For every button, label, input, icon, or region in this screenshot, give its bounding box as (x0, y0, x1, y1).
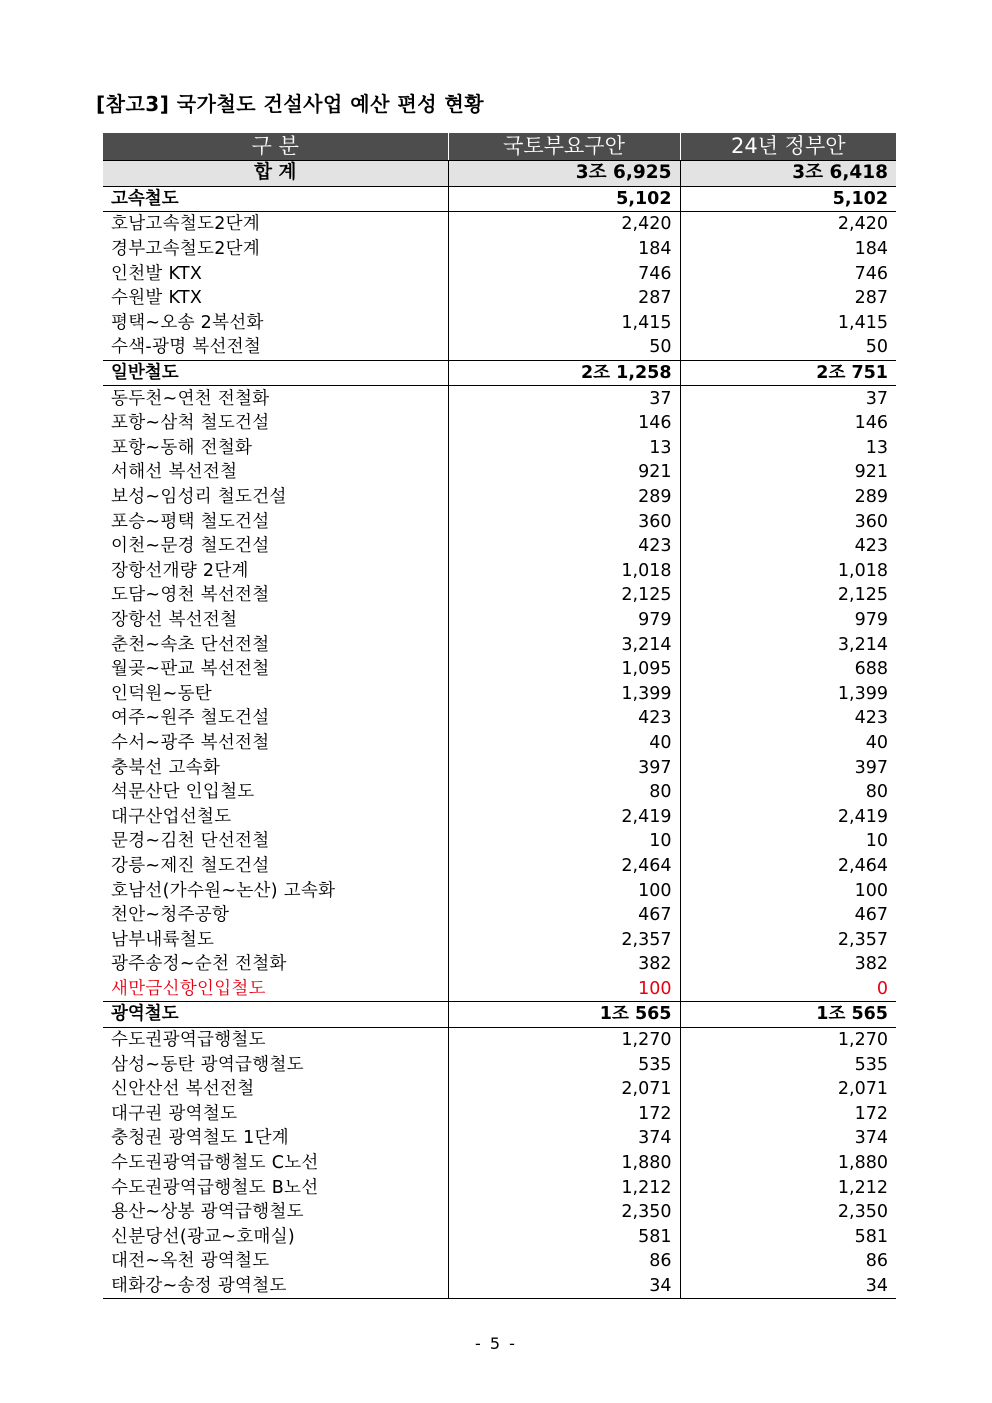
table-row (103, 755, 896, 780)
request-value: 100 (448, 977, 680, 1002)
project-name: 장항선 복선전철 (111, 609, 238, 630)
group-government-value: 1조 565 (680, 1002, 896, 1028)
request-value: 423 (448, 706, 680, 731)
request-value: 921 (448, 460, 680, 485)
request-value: 581 (448, 1225, 680, 1250)
request-value: 1,270 (448, 1027, 680, 1052)
government-value: 1,880 (680, 1151, 896, 1176)
government-value: 40 (680, 731, 896, 756)
project-name: 포항~동해 전철화 (111, 437, 253, 458)
government-value: 1,415 (680, 311, 896, 336)
request-value: 746 (448, 261, 680, 286)
request-value: 40 (448, 731, 680, 756)
project-name: 수서~광주 복선전철 (111, 732, 270, 753)
project-name: 삼성~동탄 광역급행철도 (111, 1054, 304, 1075)
project-name: 신안산선 복선전철 (111, 1079, 255, 1100)
project-name: 충청권 광역철도 1단계 (111, 1128, 290, 1149)
group-row (103, 186, 896, 212)
table-row (103, 977, 896, 1002)
request-value: 34 (448, 1274, 680, 1299)
government-value: 2,357 (680, 927, 896, 952)
table-row (103, 335, 896, 360)
table-row (103, 1225, 896, 1250)
request-value: 100 (448, 878, 680, 903)
total-government-value: 3조 6,418 (680, 161, 896, 187)
project-name: 신분당선(광교~호매실) (111, 1226, 296, 1247)
request-value: 1,880 (448, 1151, 680, 1176)
table-row (103, 261, 896, 286)
government-value: 979 (680, 608, 896, 633)
project-name: 보성~임성리 철도건설 (111, 487, 287, 508)
project-name: 대구권 광역철도 (111, 1103, 238, 1124)
table-row (103, 1175, 896, 1200)
government-value: 2,071 (680, 1077, 896, 1102)
total-request-value: 3조 6,925 (448, 161, 680, 187)
request-value: 146 (448, 411, 680, 436)
government-value: 921 (680, 460, 896, 485)
project-name: 춘천~속초 단선전철 (111, 634, 270, 655)
government-value: 50 (680, 335, 896, 360)
table-row (103, 286, 896, 311)
table-row (103, 237, 896, 262)
project-name: 대구산업선철도 (111, 806, 232, 827)
request-value: 423 (448, 534, 680, 559)
project-name: 서해선 복선전철 (111, 462, 238, 483)
government-value: 172 (680, 1102, 896, 1127)
project-name: 수색-광명 복선전철 (111, 337, 262, 358)
request-value: 172 (448, 1102, 680, 1127)
request-value: 2,350 (448, 1200, 680, 1225)
government-value: 581 (680, 1225, 896, 1250)
project-name: 석문산단 인입철도 (111, 782, 255, 803)
government-value: 0 (680, 977, 896, 1002)
project-name: 새만금신항인입철도 (111, 978, 266, 999)
request-value: 374 (448, 1126, 680, 1151)
government-value: 423 (680, 534, 896, 559)
request-value: 80 (448, 780, 680, 805)
project-name: 문경~김천 단선전철 (111, 831, 270, 852)
government-value: 1,212 (680, 1175, 896, 1200)
request-value: 1,212 (448, 1175, 680, 1200)
project-name: 수도권광역급행철도 (111, 1030, 266, 1051)
request-value: 2,420 (448, 212, 680, 237)
group-government-value: 2조 751 (680, 360, 896, 386)
government-value: 146 (680, 411, 896, 436)
request-value: 397 (448, 755, 680, 780)
government-value: 3,214 (680, 632, 896, 657)
government-value: 382 (680, 952, 896, 977)
government-value: 100 (680, 878, 896, 903)
request-value: 2,125 (448, 583, 680, 608)
request-value: 86 (448, 1249, 680, 1274)
government-value: 535 (680, 1052, 896, 1077)
project-name: 동두천~연천 전철화 (111, 388, 270, 409)
table-row (103, 411, 896, 436)
table-row (103, 878, 896, 903)
group-name: 일반철도 (103, 360, 448, 386)
table-header (103, 133, 896, 186)
request-value: 535 (448, 1052, 680, 1077)
government-value: 746 (680, 261, 896, 286)
table-row (103, 386, 896, 411)
government-value: 80 (680, 780, 896, 805)
request-value: 2,419 (448, 804, 680, 829)
group-row (103, 1002, 896, 1028)
table-row (103, 731, 896, 756)
project-name: 호남고속철도2단계 (111, 214, 261, 235)
government-value: 2,420 (680, 212, 896, 237)
group-request-value: 1조 565 (448, 1002, 680, 1028)
table-row (103, 804, 896, 829)
project-name: 인천발 KTX (111, 263, 203, 284)
group-name: 고속철도 (103, 186, 448, 212)
table-row (103, 1274, 896, 1299)
project-name: 천안~청주공항 (111, 905, 230, 926)
project-name: 도담~영천 복선전철 (111, 585, 270, 606)
table-row (103, 559, 896, 584)
table-row (103, 608, 896, 633)
government-value: 2,350 (680, 1200, 896, 1225)
government-value: 289 (680, 485, 896, 510)
government-value: 467 (680, 903, 896, 928)
project-name: 포항~삼척 철도건설 (111, 413, 270, 434)
request-value: 979 (448, 608, 680, 633)
request-value: 3,214 (448, 632, 680, 657)
government-value: 360 (680, 509, 896, 534)
request-value: 1,415 (448, 311, 680, 336)
table-row (103, 436, 896, 461)
table-row (103, 1249, 896, 1274)
table-row (103, 534, 896, 559)
project-name: 남부내륙철도 (111, 929, 215, 950)
total-row (103, 161, 896, 187)
government-value: 1,018 (680, 559, 896, 584)
project-name: 충북선 고속화 (111, 757, 221, 778)
project-name: 호남선(가수원~논산) 고속화 (111, 880, 336, 901)
header-row (103, 133, 896, 161)
group-row (103, 360, 896, 386)
group-government-value: 5,102 (680, 186, 896, 212)
request-value: 1,095 (448, 657, 680, 682)
request-value: 467 (448, 903, 680, 928)
table-row (103, 509, 896, 534)
header-ministry-request: 국토부요구안 (448, 133, 680, 161)
request-value: 37 (448, 386, 680, 411)
table-row (103, 1200, 896, 1225)
table-row (103, 1027, 896, 1052)
project-name: 경부고속철도2단계 (111, 239, 261, 260)
group-section (103, 1002, 896, 1299)
table-row (103, 1052, 896, 1077)
table-row (103, 212, 896, 237)
project-name: 대전~옥천 광역철도 (111, 1251, 270, 1272)
total-label: 합 계 (103, 161, 448, 187)
page-number: - 5 - (475, 1334, 517, 1353)
table-row (103, 1077, 896, 1102)
request-value: 184 (448, 237, 680, 262)
project-name: 수도권광역급행철도 C노선 (111, 1153, 319, 1174)
table-row (103, 952, 896, 977)
request-value: 10 (448, 829, 680, 854)
group-request-value: 5,102 (448, 186, 680, 212)
project-name: 장항선개량 2단계 (111, 560, 249, 581)
project-name: 여주~원주 철도건설 (111, 708, 270, 729)
request-value: 360 (448, 509, 680, 534)
table-row (103, 657, 896, 682)
table-row (103, 854, 896, 879)
table-row (103, 780, 896, 805)
government-value: 184 (680, 237, 896, 262)
project-name: 이천~문경 철도건설 (111, 536, 270, 557)
group-section (103, 186, 896, 360)
table-row (103, 460, 896, 485)
project-name: 월곶~판교 복선전철 (111, 659, 270, 680)
government-value: 2,464 (680, 854, 896, 879)
request-value: 2,071 (448, 1077, 680, 1102)
header-category: 구 분 (103, 133, 448, 161)
government-value: 1,270 (680, 1027, 896, 1052)
budget-table (103, 133, 896, 1299)
government-value: 397 (680, 755, 896, 780)
project-name: 용산~상봉 광역급행철도 (111, 1202, 304, 1223)
table-row (103, 1102, 896, 1127)
project-name: 인덕원~동탄 (111, 683, 212, 704)
table-row (103, 485, 896, 510)
government-value: 2,125 (680, 583, 896, 608)
header-government-proposal: 24년 정부안 (680, 133, 896, 161)
request-value: 2,357 (448, 927, 680, 952)
government-value: 34 (680, 1274, 896, 1299)
government-value: 2,419 (680, 804, 896, 829)
project-name: 수도권광역급행철도 B노선 (111, 1177, 319, 1198)
request-value: 50 (448, 335, 680, 360)
table-row (103, 681, 896, 706)
request-value: 1,018 (448, 559, 680, 584)
table-row (103, 1151, 896, 1176)
table-row (103, 311, 896, 336)
government-value: 86 (680, 1249, 896, 1274)
government-value: 423 (680, 706, 896, 731)
table-row (103, 706, 896, 731)
document-title: [참고3] 국가철도 건설사업 예산 편성 현황 (96, 92, 485, 116)
table-row (103, 903, 896, 928)
group-name: 광역철도 (103, 1002, 448, 1028)
government-value: 287 (680, 286, 896, 311)
project-name: 태화강~송정 광역철도 (103, 1274, 448, 1299)
government-value: 374 (680, 1126, 896, 1151)
group-section (103, 360, 896, 1001)
table-row (103, 632, 896, 657)
government-value: 13 (680, 436, 896, 461)
request-value: 382 (448, 952, 680, 977)
project-name: 광주송정~순천 전철화 (111, 954, 287, 975)
project-name: 수원발 KTX (111, 288, 203, 309)
group-request-value: 2조 1,258 (448, 360, 680, 386)
request-value: 13 (448, 436, 680, 461)
request-value: 287 (448, 286, 680, 311)
table-row (103, 583, 896, 608)
government-value: 688 (680, 657, 896, 682)
government-value: 10 (680, 829, 896, 854)
table-row (103, 1126, 896, 1151)
government-value: 1,399 (680, 681, 896, 706)
government-value: 37 (680, 386, 896, 411)
project-name: 평택~오송 2복선화 (111, 312, 264, 333)
request-value: 1,399 (448, 681, 680, 706)
request-value: 2,464 (448, 854, 680, 879)
project-name: 포승~평택 철도건설 (111, 511, 270, 532)
project-name: 강릉~제진 철도건설 (111, 855, 270, 876)
table-row (103, 829, 896, 854)
table-row (103, 927, 896, 952)
request-value: 289 (448, 485, 680, 510)
